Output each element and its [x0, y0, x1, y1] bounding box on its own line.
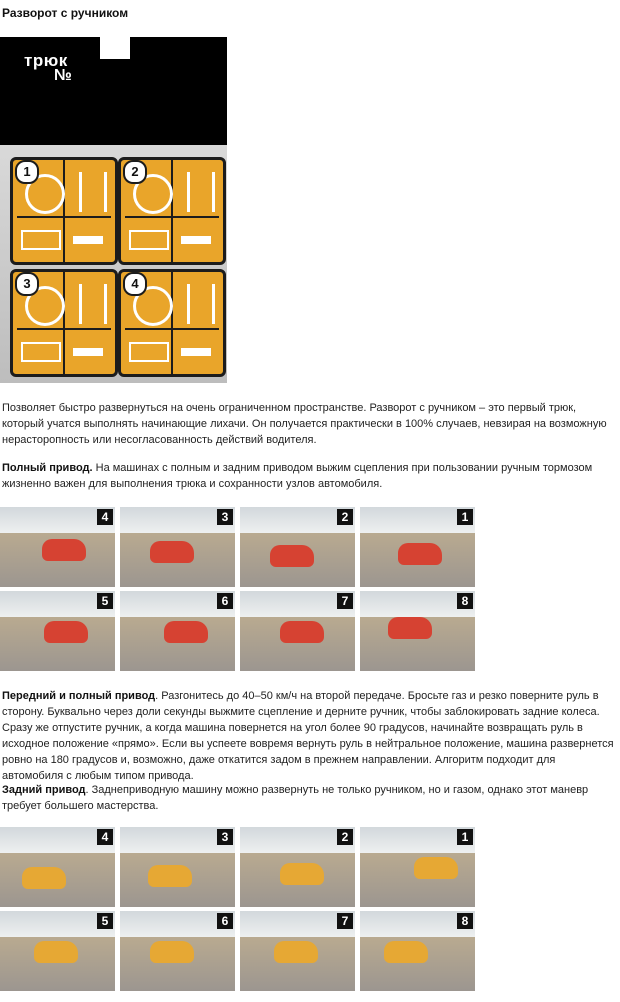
photo-frame	[240, 507, 355, 587]
car-image	[150, 541, 194, 563]
frame-number: 5	[97, 913, 113, 929]
photo-frame	[0, 507, 115, 587]
frame-number: 3	[217, 829, 233, 845]
fwd-paragraph	[2, 688, 614, 784]
car-image	[398, 543, 442, 565]
car-image	[388, 617, 432, 639]
pedals-icon	[129, 230, 169, 250]
car-image	[42, 539, 86, 561]
rwd-heading: Задний привод	[2, 784, 86, 796]
car-image	[44, 621, 88, 643]
number-sign: №	[54, 67, 72, 84]
pedals-icon	[21, 342, 61, 362]
frame-number: 3	[217, 509, 233, 525]
step-card	[10, 157, 118, 265]
step-card	[10, 269, 118, 377]
photo-frame	[360, 911, 475, 991]
step-panel	[0, 145, 227, 383]
car-image	[164, 621, 208, 643]
trick-label: трюк	[24, 51, 68, 70]
frame-number: 7	[337, 593, 353, 609]
intro-paragraph: Позволяет быстро развернуться на очень ограниченном пространстве. Разворот с ручником – это первый трюк, который учатся выполнять начинающие лихачи. Он получается практически в 100% случаев, невзирая на возможную нерасторопность или несогласованность действий водителя.	[2, 402, 607, 446]
car-image	[280, 863, 324, 885]
gear-shift-icon	[79, 172, 107, 212]
step-number: 4	[123, 272, 147, 296]
photo-frame	[360, 827, 475, 907]
frame-number: 4	[97, 829, 113, 845]
step-card	[118, 269, 226, 377]
photo-frame	[120, 591, 235, 671]
photo-frame	[0, 591, 115, 671]
frame-number: 6	[217, 913, 233, 929]
photo-frame	[120, 827, 235, 907]
pedals-icon	[129, 342, 169, 362]
car-image	[22, 867, 66, 889]
frame-number: 5	[97, 593, 113, 609]
car-image	[148, 865, 192, 887]
car-image	[274, 941, 318, 963]
rwd-paragraph	[2, 782, 614, 814]
frame-number: 7	[337, 913, 353, 929]
photo-frame	[240, 911, 355, 991]
handbrake-icon	[73, 348, 103, 356]
frame-number: 6	[217, 593, 233, 609]
step-number: 3	[15, 272, 39, 296]
frame-number: 1	[457, 509, 473, 525]
rwd-text: . Заднеприводную машину можно развернуть не только ручником, но и газом, однако этот маневр требует большего мастерства.	[2, 784, 589, 812]
photo-frame	[240, 827, 355, 907]
frame-number: 4	[97, 509, 113, 525]
photo-sequence-yellow	[0, 827, 477, 989]
gear-shift-icon	[187, 284, 215, 324]
trick-header	[0, 37, 227, 145]
frame-number: 8	[457, 913, 473, 929]
frame-number: 1	[457, 829, 473, 845]
photo-frame	[360, 591, 475, 671]
frame-number: 2	[337, 509, 353, 525]
awd-paragraph	[2, 460, 614, 492]
step-number: 2	[123, 160, 147, 184]
awd-heading: Полный привод.	[2, 462, 93, 474]
handbrake-icon	[181, 348, 211, 356]
photo-frame	[120, 507, 235, 587]
car-image	[280, 621, 324, 643]
awd-text: На машинах с полным и задним приводом выжим сцепления при пользовании ручным тормозом жизненно важен для выполнения трюка и сохранности узлов автомобиля.	[2, 462, 593, 490]
car-image	[34, 941, 78, 963]
photo-frame	[360, 507, 475, 587]
number-one-notch	[82, 59, 130, 145]
car-image	[150, 941, 194, 963]
frame-number: 8	[457, 593, 473, 609]
car-image	[384, 941, 428, 963]
pedals-icon	[21, 230, 61, 250]
photo-frame	[240, 591, 355, 671]
fwd-heading: Передний и полный привод	[2, 690, 156, 702]
step-card	[118, 157, 226, 265]
photo-frame	[120, 911, 235, 991]
handbrake-icon	[181, 236, 211, 244]
photo-sequence-red	[0, 507, 477, 669]
handbrake-icon	[73, 236, 103, 244]
fwd-text: . Разгонитесь до 40–50 км/ч на второй передаче. Бросьте газ и резко поверните руль в сторону. Буквально через доли секунды выжмите сцепление и дерните ручник, чтобы заблокировать задние колеса. Сразу же отпустите ручник, а когда машина повернется на угол более 90 градусов, начинайте возвращать руль в исходное положение «прямо». Если вы успеете вовремя вернуть руль в нейтральное положение, машина развернется ровно на 180 градусов и, возможно, даже откатится задом в прежнем направлении. Алгоритм подходит для автомобиля с любым типом привода.	[2, 690, 614, 782]
step-number: 1	[15, 160, 39, 184]
photo-frame	[0, 911, 115, 991]
frame-number: 2	[337, 829, 353, 845]
photo-frame	[0, 827, 115, 907]
car-image	[270, 545, 314, 567]
gear-shift-icon	[187, 172, 215, 212]
page-title: Разворот с ручником	[2, 6, 129, 20]
gear-shift-icon	[79, 284, 107, 324]
car-image	[414, 857, 458, 879]
trick-illustration	[0, 37, 227, 383]
